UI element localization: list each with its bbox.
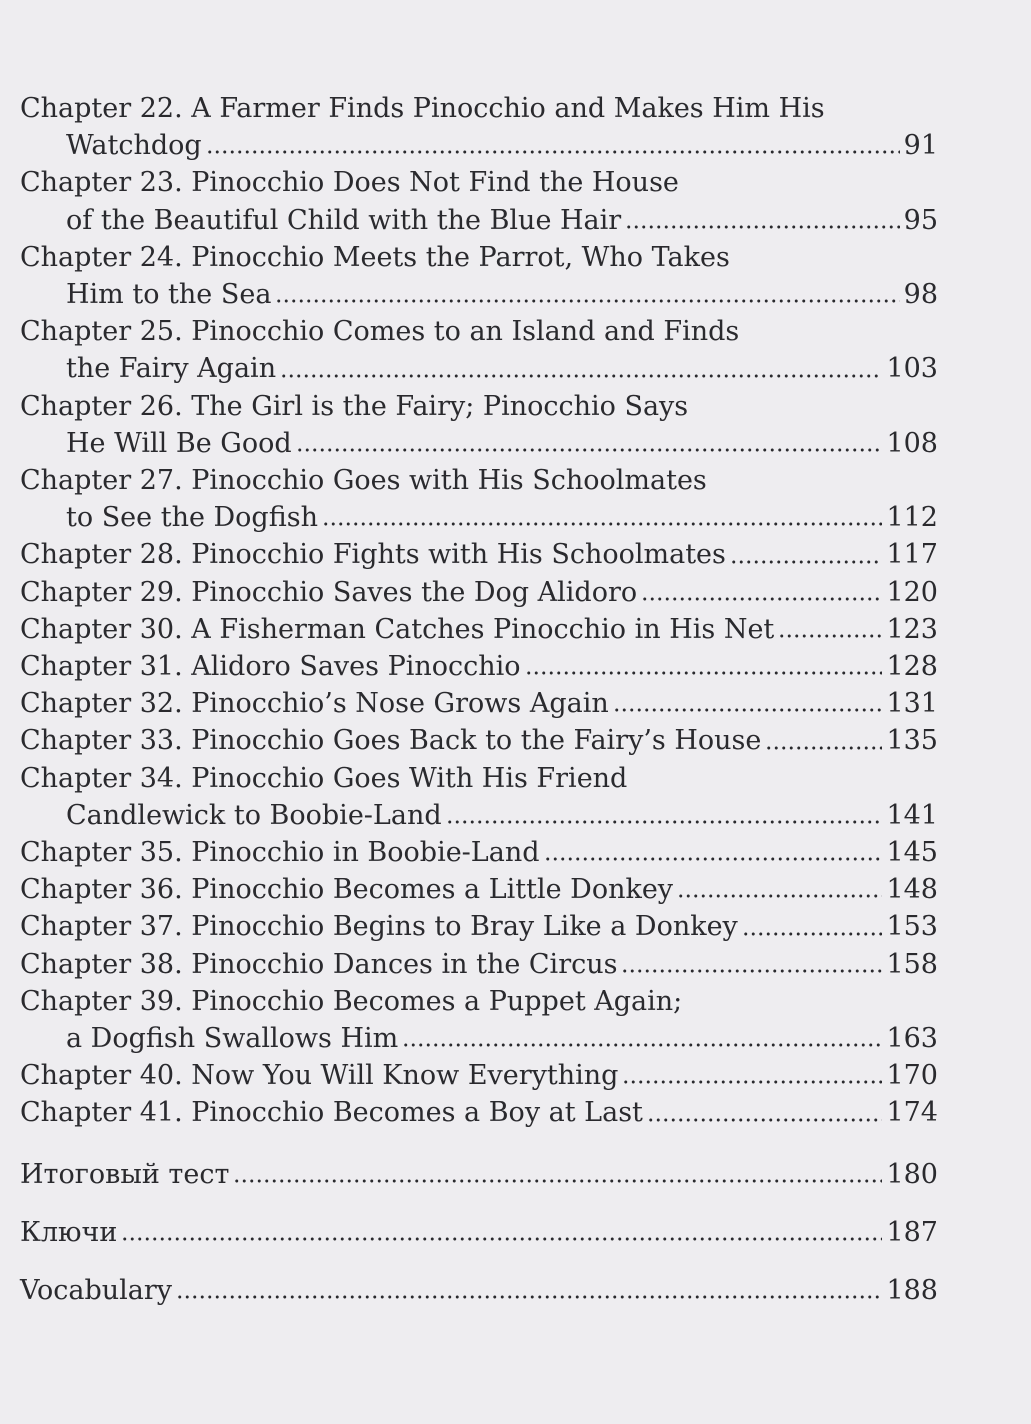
dot-leader — [765, 722, 882, 750]
entry-title: of the Beautiful Child with the Blue Hair — [66, 204, 622, 236]
page-number: 98 — [903, 279, 938, 311]
toc-leader-row — [20, 1272, 938, 1309]
toc-leader-row — [20, 127, 938, 164]
entry-title-first-line: Chapter 23. Pinocchio Does Not Find the House — [20, 167, 679, 199]
table-of-contents — [20, 90, 938, 1132]
entry-title: Vocabulary — [20, 1275, 173, 1306]
page-number: 103 — [886, 353, 938, 385]
toc-entry[interactable] — [20, 648, 938, 685]
entry-title-first-line: Chapter 39. Pinocchio Becomes a Puppet Again; — [20, 985, 683, 1017]
toc-leader-row — [20, 946, 938, 983]
dot-leader — [677, 871, 882, 899]
toc-leader-row — [20, 536, 938, 573]
toc-entry[interactable] — [20, 611, 938, 648]
dot-leader — [280, 350, 882, 378]
toc-entry[interactable] — [20, 685, 938, 722]
toc-entry[interactable] — [20, 1214, 938, 1251]
page-number: 91 — [903, 130, 938, 162]
entry-title-first-line: Chapter 34. Pinocchio Goes With His Friend — [20, 762, 628, 794]
dot-leader — [742, 908, 883, 936]
dot-leader — [613, 685, 883, 713]
toc-leader-row — [20, 871, 938, 908]
page-number: 128 — [886, 651, 938, 683]
toc-leader-row — [20, 574, 938, 611]
toc-leader-row — [20, 685, 938, 722]
entry-title-first-line: Chapter 22. A Farmer Finds Pinocchio and Makes Him His — [20, 93, 825, 124]
entry-title: Chapter 30. A Fisherman Catches Pinocchio in His Net — [20, 613, 775, 645]
toc-leader-row — [20, 1094, 938, 1131]
dot-leader — [446, 797, 883, 825]
page-number: 158 — [886, 948, 938, 980]
entry-title: Chapter 36. Pinocchio Becomes a Little Donkey — [20, 874, 674, 906]
entry-title-first-line: Chapter 26. The Girl is the Fairy; Pinocchio Says — [20, 390, 689, 422]
entry-title: He Will Be Good — [66, 427, 292, 459]
page-number: 108 — [886, 427, 938, 459]
toc-entry[interactable] — [20, 1094, 938, 1131]
toc-leader-row — [20, 1057, 938, 1094]
dot-leader — [625, 202, 899, 230]
toc-entry[interactable] — [20, 313, 938, 387]
toc-entry[interactable] — [20, 388, 938, 462]
entry-title: Chapter 41. Pinocchio Becomes a Boy at Last — [20, 1097, 643, 1129]
entry-title: Chapter 31. Alidoro Saves Pinocchio — [20, 651, 521, 683]
page-number: 131 — [886, 688, 938, 720]
page-number: 117 — [886, 539, 938, 571]
page-number: 187 — [886, 1217, 938, 1248]
page-number: 112 — [886, 502, 938, 534]
toc-leader-row — [20, 425, 938, 462]
back-matter-list — [20, 1156, 938, 1330]
toc-entry[interactable] — [20, 462, 938, 536]
toc-entry[interactable] — [20, 871, 938, 908]
toc-entry[interactable] — [20, 908, 938, 945]
toc-leader-row — [20, 611, 938, 648]
entry-title: Watchdog — [66, 130, 202, 162]
page-number: 148 — [886, 874, 938, 906]
entry-title: Chapter 37. Pinocchio Begins to Bray Like a Donkey — [20, 911, 738, 943]
toc-leader-row — [20, 722, 938, 759]
toc-entry[interactable] — [20, 760, 938, 834]
entry-title: Chapter 28. Pinocchio Fights with His Schoolmates — [20, 539, 726, 571]
toc-entry[interactable] — [20, 239, 938, 313]
dot-leader — [206, 127, 900, 155]
toc-entry[interactable] — [20, 90, 938, 164]
entry-title: Candlewick to Boobie-Land — [66, 799, 442, 831]
toc-entry[interactable] — [20, 164, 938, 238]
toc-leader-row — [20, 834, 938, 871]
dot-leader — [121, 1214, 882, 1242]
page-number: 163 — [886, 1023, 938, 1055]
entry-title: Chapter 33. Pinocchio Goes Back to the Fairy’s House — [20, 725, 762, 757]
toc-entry[interactable] — [20, 722, 938, 759]
page-number: 180 — [886, 1159, 938, 1190]
entry-title: Chapter 29. Pinocchio Saves the Dog Alidoro — [20, 576, 638, 608]
page-number: 188 — [886, 1275, 938, 1306]
toc-leader-row — [20, 276, 938, 313]
toc-leader-row — [20, 908, 938, 945]
entry-title: Итоговый тест — [20, 1159, 230, 1190]
dot-leader — [641, 574, 882, 602]
entry-title-first-line: Chapter 25. Pinocchio Comes to an Island and Finds — [20, 316, 740, 348]
dot-leader — [544, 834, 883, 862]
dot-leader — [525, 648, 883, 676]
toc-entry[interactable] — [20, 536, 938, 573]
toc-leader-row — [20, 648, 938, 685]
page-number: 123 — [886, 613, 938, 645]
entry-title: the Fairy Again — [66, 353, 277, 385]
dot-leader — [730, 536, 883, 564]
entry-title-first-line: Chapter 24. Pinocchio Meets the Parrot, Who Takes — [20, 241, 730, 273]
dot-leader — [622, 1057, 882, 1085]
dot-leader — [322, 499, 882, 527]
dot-leader — [621, 946, 882, 974]
page-number: 170 — [886, 1060, 938, 1092]
dot-leader — [402, 1020, 882, 1048]
entry-title: a Dogfish Swallows Him — [66, 1023, 399, 1055]
entry-title: Chapter 40. Now You Will Know Everything — [20, 1060, 619, 1092]
dot-leader — [296, 425, 883, 453]
entry-title: Chapter 38. Pinocchio Dances in the Circus — [20, 948, 618, 980]
dot-leader — [275, 276, 899, 304]
page-number: 145 — [886, 837, 938, 869]
dot-leader — [176, 1272, 882, 1300]
toc-leader-row — [20, 1156, 938, 1193]
page-number: 174 — [886, 1097, 938, 1129]
page-number: 153 — [886, 911, 938, 943]
toc-leader-row — [20, 1020, 938, 1057]
entry-title: Him to the Sea — [66, 279, 272, 311]
toc-entry[interactable] — [20, 983, 938, 1057]
toc-entry[interactable] — [20, 1156, 938, 1193]
dot-leader — [647, 1094, 883, 1122]
toc-leader-row — [20, 499, 938, 536]
page-number: 120 — [886, 576, 938, 608]
page-number: 95 — [903, 204, 938, 236]
toc-leader-row — [20, 797, 938, 834]
toc-entry[interactable] — [20, 574, 938, 611]
toc-entry[interactable] — [20, 1272, 938, 1309]
entry-title: Ключи — [20, 1217, 118, 1248]
toc-entry[interactable] — [20, 834, 938, 871]
toc-leader-row — [20, 350, 938, 387]
entry-title-first-line: Chapter 27. Pinocchio Goes with His Schoolmates — [20, 465, 707, 497]
entry-title: to See the Dogfish — [66, 502, 318, 534]
toc-entry[interactable] — [20, 1057, 938, 1094]
entry-title: Chapter 35. Pinocchio in Boobie-Land — [20, 837, 540, 869]
toc-entry[interactable] — [20, 946, 938, 983]
entry-title: Chapter 32. Pinocchio’s Nose Grows Again — [20, 688, 609, 720]
toc-leader-row — [20, 202, 938, 239]
toc-leader-row — [20, 1214, 938, 1251]
page-number: 135 — [886, 725, 938, 757]
page-number: 141 — [886, 799, 938, 831]
dot-leader — [233, 1156, 882, 1184]
dot-leader — [778, 611, 882, 639]
